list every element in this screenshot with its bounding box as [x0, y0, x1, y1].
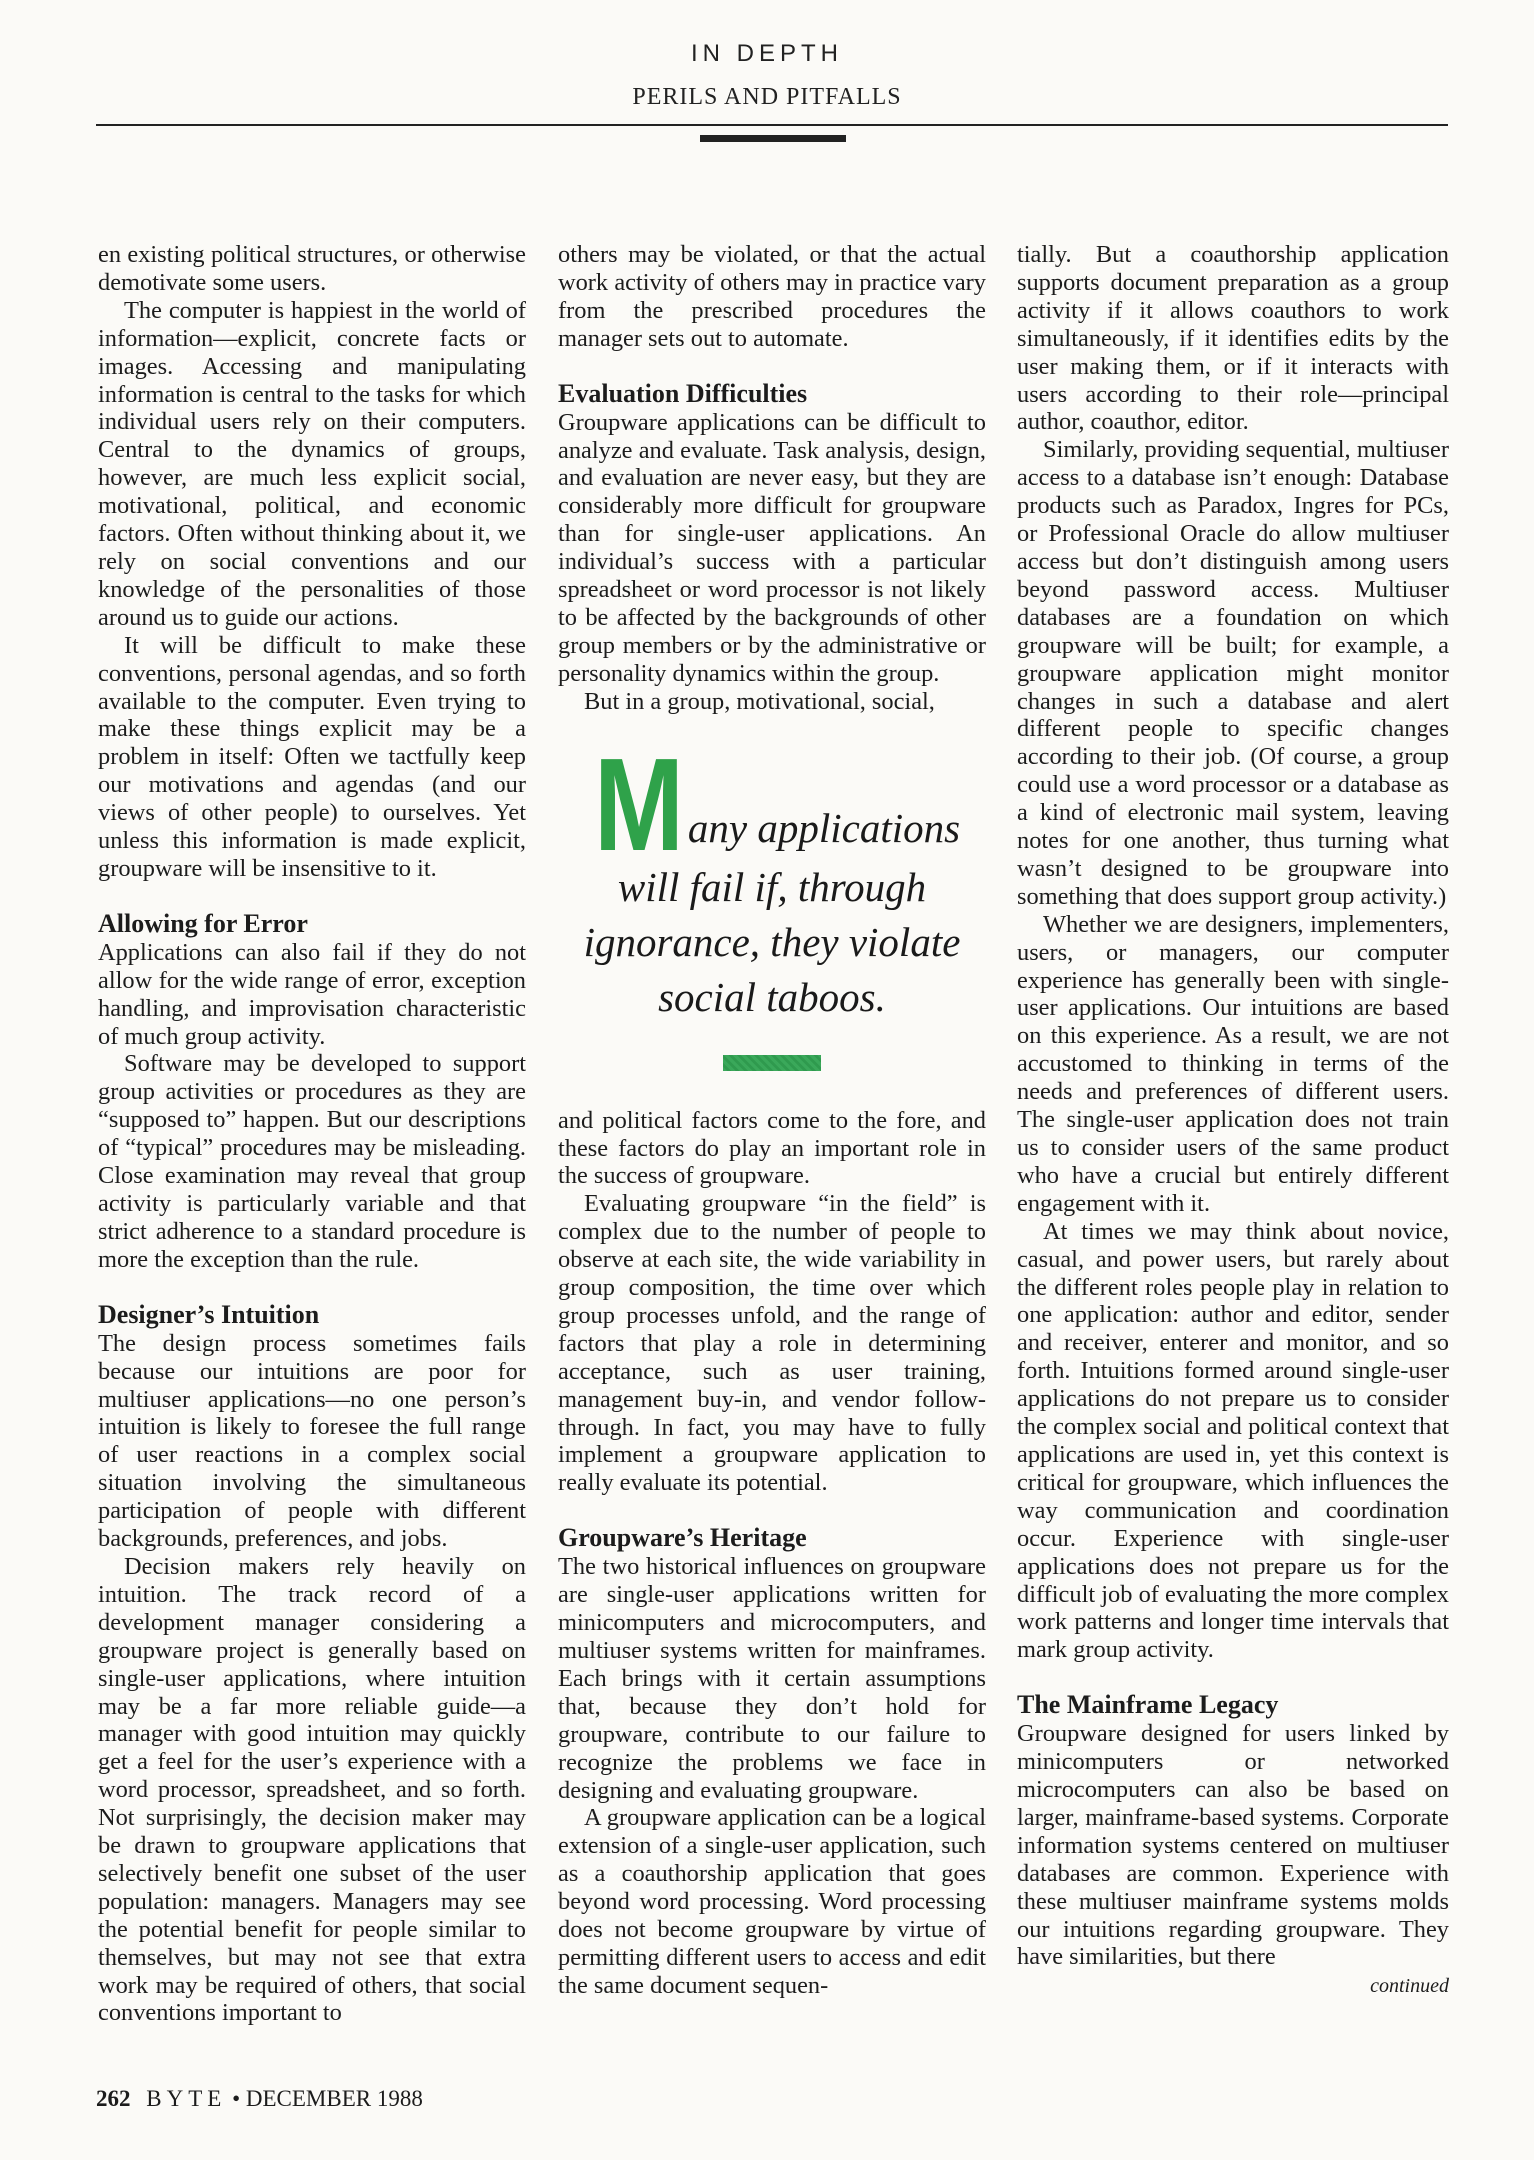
- paragraph: At times we may think about novice, casual, and power users, but rarely about the different roles people play in relation to one application: author and editor, sender and receiver, enterer and monitor, and so forth. Intuitions formed around single-user applications do not prepare us to consider the complex social and political context that applications are used in, yet this context is critical for groupware, which influences the way communication and coordination occur. Experience with single-user applications does not prepare us for the difficult job of evaluating the more complex work patterns and longer time intervals that mark group activity.: [1017, 1217, 1449, 1664]
- paragraph: Software may be developed to support group activities or procedures as they are “supposed to” happen. But our descriptions of “typical” procedures may be misleading. Close examination may reveal that group activity is particularly variable and that strict adherence to a standard procedure is more the exception than the rule.: [98, 1050, 526, 1273]
- pull-quote-text: any applications will fail if, through ignorance, they violate social taboos.: [583, 804, 961, 1020]
- header-section-label: IN DEPTH: [690, 40, 843, 67]
- paragraph: en existing political structures, or otherwise demotivate some users.: [98, 241, 526, 296]
- column-3: [1017, 241, 1449, 1999]
- continued-label: continued: [1370, 1975, 1449, 1998]
- column-2: [558, 241, 986, 2000]
- paragraph: and political factors come to the fore, and these factors do play an important role in the success of groupware.: [558, 1106, 986, 1190]
- paragraph: The design process sometimes fails because our intuitions are poor for multiuser applications—no one person’s intuition is likely to foresee the full range of user reactions in a complex social situation involving the simultaneous participation of people with different backgrounds, preferences, and jobs.: [98, 1329, 526, 1553]
- paragraph: It will be difficult to make these conventions, personal agendas, and so forth available to the computer. Even trying to make these things explicit may be a problem in itself: Often we tactfully keep our motivations and agendas (and our views of other people) to ourselves. Yet unless this information is made explicit, groupware will be insensitive to it.: [98, 631, 526, 882]
- magazine-name: BYTE: [146, 2086, 227, 2111]
- subheading-mainframe-legacy: The Mainframe Legacy: [1017, 1690, 1279, 1720]
- paragraph: Decision makers rely heavily on intuition. The track record of a development manager considering a groupware project is generally based on single-user applications, where intuition may be a far more reliable guide—a manager with good intuition may quickly get a feel for the user’s experience with a word processor, spreadsheet, and so forth. Not surprisingly, the decision maker may be drawn to groupware applications that selectively benefit one subset of the user population: managers. Managers may see the potential benefit for people similar to themselves, but may not see that extra work may be required of others, that social conventions important to: [98, 1552, 526, 2027]
- pull-quote-drop-cap: M: [593, 730, 684, 878]
- paragraph: Whether we are designers, implementers, users, or managers, our computer experience has generally been with single-user applications. Our intuitions are based on this experience. As a result, we are not accustomed to thinking in terms of the needs and preferences of different users. The single-user application does not train us to consider users of the same product who have a crucial but entirely different engagement with it.: [1017, 910, 1449, 1217]
- paragraph: Similarly, providing sequential, multiuser access to a database isn’t enough: Database products such as Paradox, Ingres for PCs, or Professional Oracle do allow multiuser access but don’t distinguish among users beyond password access. Multiuser databases are a foundation on which groupware will be built; for example, a groupware application might monitor changes in such a database and alert different people to specific changes according to their job. (Of course, a group could use a word processor or a database as a kind of electronic mail system, leaving notes for one another, thus turning what wasn’t designed to be groupware into something that does support group activity.): [1017, 436, 1449, 910]
- header-accent-bar: [700, 135, 846, 142]
- paragraph: Evaluating groupware “in the field” is complex due to the number of people to observe at each site, the wide variability in group composition, the time over which group processes unfold, and the range of factors that play a role in determining acceptance, such as user training, management buy-in, and vendor follow-through. In fact, you may have to fully implement a groupware application to really evaluate its potential.: [558, 1190, 986, 1497]
- paragraph: Applications can also fail if they do not allow for the wide range of error, exception handling, and improvisation characteristic of much group activity.: [98, 938, 526, 1050]
- paragraph: Groupware applications can be difficult to analyze and evaluate. Task analysis, design, and evaluation are never easy, but they are considerably more difficult for groupware than for single-user applications. An individual’s success with a particular spreadsheet or word processor is not likely to be affected by the backgrounds of other group members or by the administrative or personality dynamics within the group.: [558, 408, 986, 687]
- page-number: 262: [96, 2086, 131, 2111]
- paragraph: tially. But a coauthorship application supports document preparation as a group activity if it allows coauthors to work simultaneously, if it identifies edits by the user making them, or if it interacts with users according to their role—principal author, coauthor, editor.: [1017, 241, 1449, 436]
- paragraph: The computer is happiest in the world of information—explicit, concrete facts or images. Accessing and manipulating information is central to the tasks for which individual users rely on their computers. Central to the dynamics of groups, however, are much less explicit social, motivational, political, and economic factors. Often without thinking about it, we rely on social conventions and our knowledge of the personalities of those around us to guide our actions.: [98, 296, 526, 631]
- subheading-groupwares-heritage: Groupware’s Heritage: [558, 1523, 807, 1553]
- column-1: [98, 241, 526, 2027]
- issue-date: DECEMBER 1988: [245, 2086, 423, 2111]
- subheading-evaluation-difficulties: Evaluation Difficulties: [558, 378, 808, 408]
- paragraph: others may be violated, or that the actual work activity of others may in practice vary from the prescribed procedures the manager sets out to automate.: [558, 241, 986, 352]
- paragraph: Groupware designed for users linked by minicomputers or networked microcomputers can also be based on larger, mainframe-based systems. Corporate information systems centered on multiuser databases are common. Experience with these multiuser mainframe systems molds our intuitions regarding groupware. They have similarities, but there: [1017, 1720, 1449, 1971]
- pull-quote: [558, 730, 986, 1071]
- footer-separator: •: [232, 2086, 241, 2111]
- page-footer: [96, 2086, 423, 2112]
- subheading-allowing-for-error: Allowing for Error: [98, 908, 308, 938]
- subheading-designers-intuition: Designer’s Intuition: [98, 1299, 320, 1329]
- paragraph: But in a group, motivational, social,: [584, 687, 935, 715]
- pull-quote-accent-bar: [723, 1055, 821, 1071]
- header-article-title: PERILS AND PITFALLS: [632, 84, 902, 110]
- paragraph: The two historical influences on groupware are single-user applications written for minicomputers and microcomputers, and multiuser systems written for mainframes. Each brings with it certain assumptions that, because they don’t hold for groupware, contribute to our failure to recognize the problems we face in designing and evaluating groupware.: [558, 1553, 986, 1804]
- header-rule: [96, 124, 1448, 126]
- paragraph: A groupware application can be a logical extension of a single-user application, such as a coauthorship application that goes beyond word processing. Word processing does not become groupware by virtue of permitting different users to access and edit the same document sequen-: [558, 1804, 986, 1999]
